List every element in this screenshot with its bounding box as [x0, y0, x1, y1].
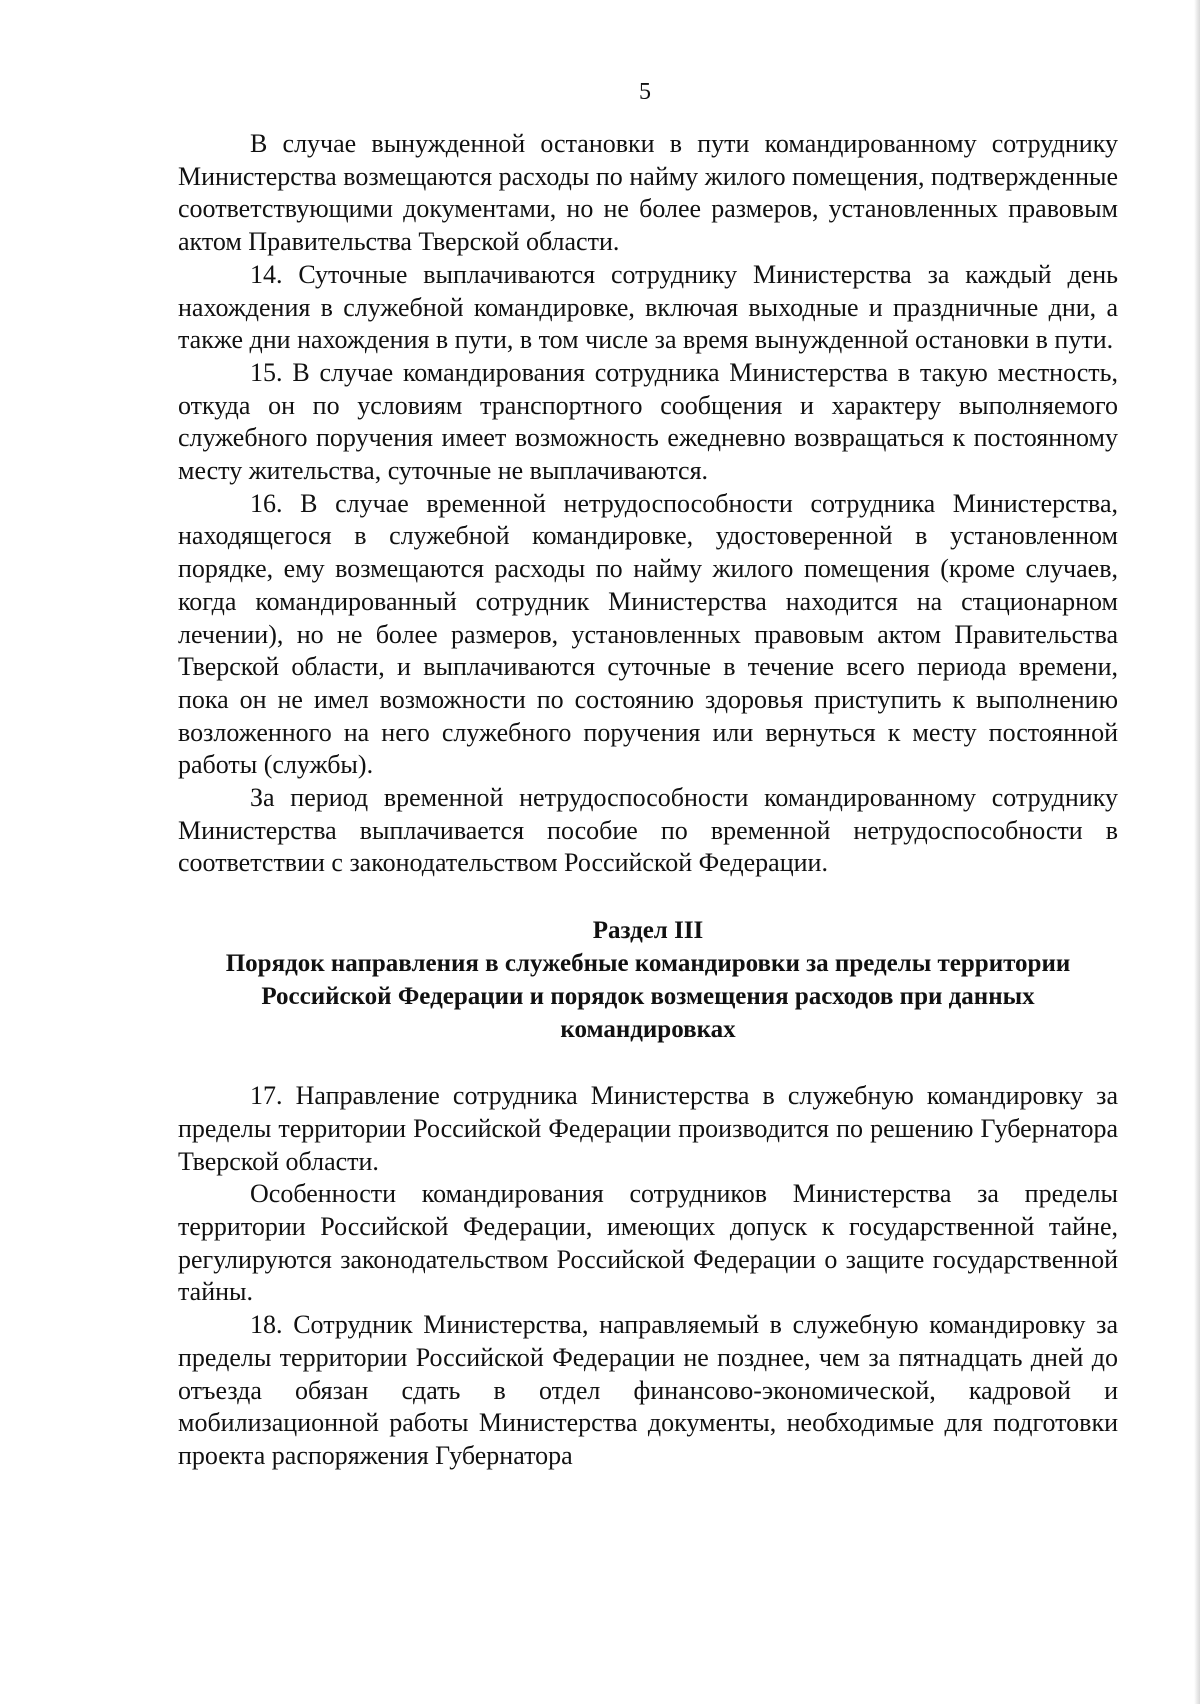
section-heading: Раздел III: [592, 917, 704, 945]
paragraph-17: 17. Направление сотрудника Министерства в служебную командировку за пределы территории Российской Федерации производится по решению Губернатора Тверской области.: [178, 1081, 1118, 1176]
scan-edge-shadow: [1194, 0, 1200, 1704]
page-number: 5: [639, 79, 651, 105]
paragraph-disability-benefit: За период временной нетрудоспособности командированному сотруднику Министерства выплачивается пособие по временной нетрудоспособности в соответствии с законодательством Российской Федерации.: [178, 783, 1118, 878]
paragraph-14: 14. Суточные выплачиваются сотруднику Министерства за каждый день нахождения в служебной командировке, включая выходные и праздничные дни, а также дни нахождения в пути, в том числе за время вынужденной остановки в пути.: [178, 259, 1118, 355]
section-title: Порядок направления в служебные командировки за пределы территории Российской Федерации и порядок возмещения расходов при данных командировках: [225, 950, 1071, 1044]
paragraph-18: 18. Сотрудник Министерства, направляемый в служебную командировку за пределы территории Российской Федерации не позднее, чем за пятнадцать дней до отъезда обязан сдать в отдел финансово-экономической, кадровой и мобилизационной работы Министерства документы, необходимые для подготовки проекта распоряжения Губернатора: [178, 1310, 1118, 1470]
paragraph-15: 15. В случае командирования сотрудника Министерства в такую местность, откуда он по условиям транспортного сообщения и характеру выполняемого служебного поручения имеет возможность ежедневно возвращаться к постоянному месту жительства, суточные не выплачиваются.: [178, 357, 1118, 486]
section-spacer: [178, 880, 1118, 914]
paragraph-16: 16. В случае временной нетрудоспособности сотрудника Министерства, находящегося в служебной командировке, удостоверенной в установленном порядке, ему возмещаются расходы по найму жилого помещения (кроме случаев, когда командированный сотрудник Министерства находится на стационарном лечении), но не более размеров, установленных правовым актом Правительства Тверской области, и выплачиваются суточные в течение всего периода времени, пока он не имел возможности по состоянию здоровья приступить к выполнению возложенного на него служебного поручения или вернуться к месту постоянной работы (службы).: [178, 488, 1118, 780]
section-spacer-after: [178, 1046, 1118, 1080]
document-body: [178, 128, 1118, 1473]
paragraph-forced-stop: В случае вынужденной остановки в пути командированному сотруднику Министерства возмещаются расходы по найму жилого помещения, подтвержденные соответствующими документами, но не более размеров, установленных правовым актом Правительства Тверской области.: [178, 129, 1118, 257]
paragraph-state-secret: Особенности командирования сотрудников Министерства за пределы территории Российской Федерации, имеющих допуск к государственной тайне, регулируются законодательством Российской Федерации о защите государственной тайны.: [178, 1179, 1118, 1307]
